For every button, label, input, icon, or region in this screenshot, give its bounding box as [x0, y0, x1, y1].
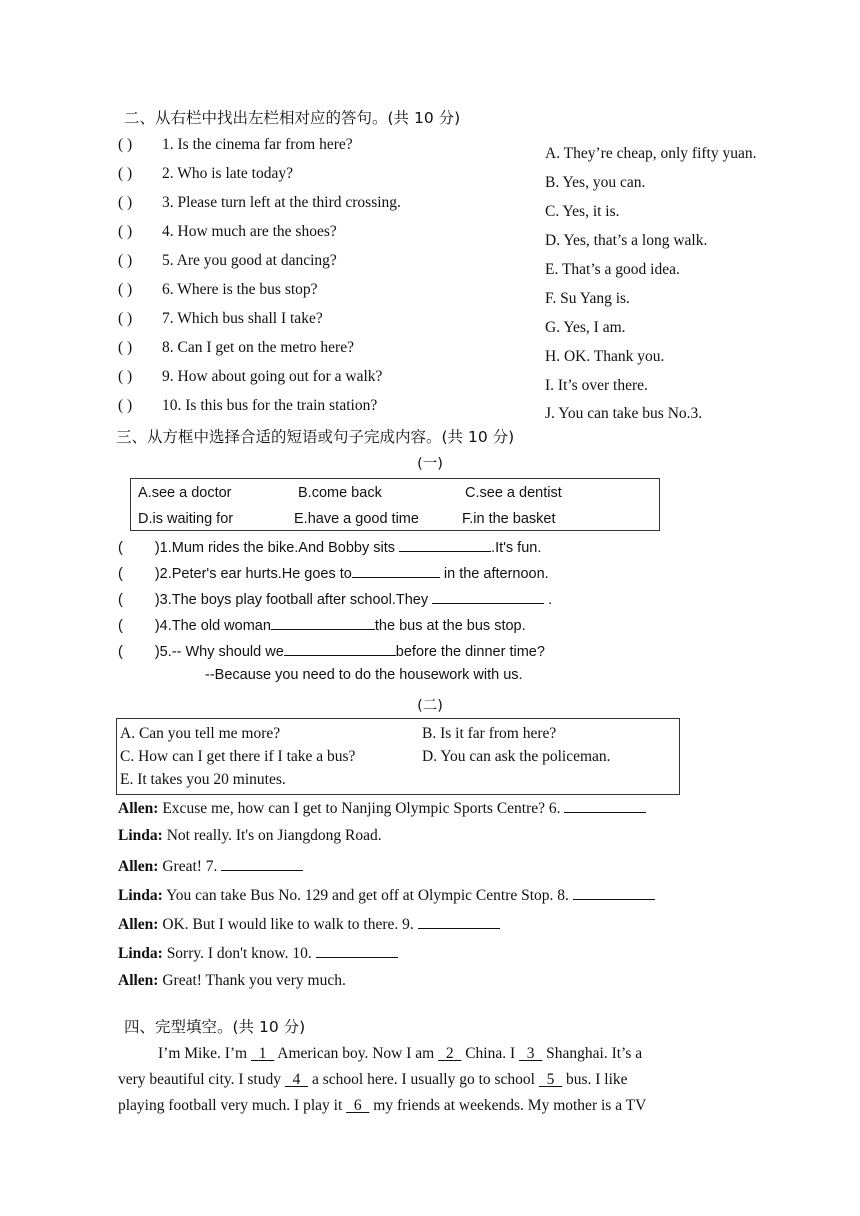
answer-item: H. OK. Thank you. [545, 348, 665, 365]
option-item: B.come back [298, 485, 382, 501]
answer-blank[interactable] [316, 943, 398, 958]
section4-heading: 四、完型填空。(共 10 分) [124, 1018, 306, 1036]
answer-blank[interactable] [573, 885, 655, 900]
option-item: C.see a dentist [465, 485, 562, 501]
answer-item: C. Yes, it is. [545, 203, 620, 220]
option-box-1 [130, 478, 660, 531]
dialogue-line: Allen: Great! Thank you very much. [118, 972, 346, 989]
option-item: E. It takes you 20 minutes. [120, 771, 286, 788]
question-item: ( ) 10. Is this bus for the train station? [118, 397, 378, 414]
cloze-line: very beautiful city. I study 4 a school here. I usually go to school 5 bus. I like [118, 1071, 628, 1088]
section3-heading: 三、从方框中选择合适的短语或句子完成内容。(共 10 分) [116, 428, 515, 446]
answer-blank[interactable] [418, 914, 500, 929]
question-item: ( ) 9. How about going out for a walk? [118, 368, 383, 385]
dialogue-line: Linda: You can take Bus No. 129 and get off at Olympic Centre Stop. 8. [118, 885, 655, 905]
answer-item: J. You can take bus No.3. [545, 405, 703, 422]
option-item: B. Is it far from here? [422, 725, 557, 742]
cloze-blank[interactable]: 1 [258, 1045, 267, 1062]
cloze-blank[interactable]: 2 [445, 1045, 454, 1062]
option-item: F.in the basket [462, 511, 556, 527]
option-item: C. How can I get there if I take a bus? [120, 748, 356, 765]
option-item: A.see a doctor [138, 485, 232, 501]
part1-label: (一) [417, 456, 443, 472]
question-item: ( ) 3. Please turn left at the third crossing. [118, 194, 401, 211]
fill-item: ( )3.The boys play football after school.They . [118, 589, 552, 608]
answer-item: F. Su Yang is. [545, 290, 630, 307]
question-item: ( ) 2. Who is late today? [118, 165, 294, 182]
option-item: E.have a good time [294, 511, 419, 527]
answer-item: D. Yes, that’s a long walk. [545, 232, 708, 249]
dialogue-line: Linda: Sorry. I don't know. 10. [118, 943, 398, 963]
fill-item: ( )1.Mum rides the bike.And Bobby sits .It's fun. [118, 537, 541, 556]
dialogue-line: Allen: Great! 7. [118, 856, 303, 876]
dialogue-line: Linda: Not really. It's on Jiangdong Road. [118, 827, 382, 844]
answer-blank[interactable] [352, 563, 440, 578]
answer-item: G. Yes, I am. [545, 319, 626, 336]
section2-heading: 二、从右栏中找出左栏相对应的答句。(共 10 分) [124, 109, 461, 127]
cloze-blank[interactable]: 3 [526, 1045, 535, 1062]
option-box-2 [116, 718, 680, 795]
cloze-line: playing football very much. I play it 6 my friends at weekends. My mother is a TV [118, 1097, 647, 1114]
fill-item: ( )5.-- Why should we before the dinner time? [118, 641, 545, 660]
part2-label: (二) [417, 698, 443, 714]
question-item: ( ) 5. Are you good at dancing? [118, 252, 337, 269]
question-item: ( ) 4. How much are the shoes? [118, 223, 337, 240]
option-item: A. Can you tell me more? [120, 725, 281, 742]
answer-blank[interactable] [271, 615, 375, 630]
dialogue-line: Allen: OK. But I would like to walk to there. 9. [118, 914, 500, 934]
question-item: ( ) 6. Where is the bus stop? [118, 281, 318, 298]
cloze-blank[interactable]: 4 [292, 1071, 301, 1088]
fill-item-reply: --Because you need to do the housework with us. [205, 667, 523, 683]
option-item: D. You can ask the policeman. [422, 748, 611, 765]
question-item: ( ) 7. Which bus shall I take? [118, 310, 323, 327]
answer-item: B. Yes, you can. [545, 174, 646, 191]
question-item: ( ) 1. Is the cinema far from here? [118, 136, 353, 153]
answer-blank[interactable] [564, 798, 646, 813]
answer-item: E. That’s a good idea. [545, 261, 680, 278]
answer-item: I. It’s over there. [545, 377, 648, 394]
cloze-blank[interactable]: 6 [353, 1097, 362, 1114]
answer-blank[interactable] [432, 589, 544, 604]
dialogue-line: Allen: Excuse me, how can I get to Nanjing Olympic Sports Centre? 6. [118, 798, 646, 818]
answer-blank[interactable] [284, 641, 396, 656]
fill-item: ( )2.Peter's ear hurts.He goes to in the afternoon. [118, 563, 549, 582]
cloze-line: I’m Mike. I’m 1 American boy. Now I am 2 China. I 3 Shanghai. It’s a [158, 1045, 643, 1062]
cloze-blank[interactable]: 5 [546, 1071, 555, 1088]
fill-item: ( )4.The old woman the bus at the bus stop. [118, 615, 526, 634]
option-item: D.is waiting for [138, 511, 234, 527]
answer-blank[interactable] [221, 856, 303, 871]
answer-item: A. They’re cheap, only fifty yuan. [545, 145, 757, 162]
question-item: ( ) 8. Can I get on the metro here? [118, 339, 354, 356]
answer-blank[interactable] [399, 537, 491, 552]
